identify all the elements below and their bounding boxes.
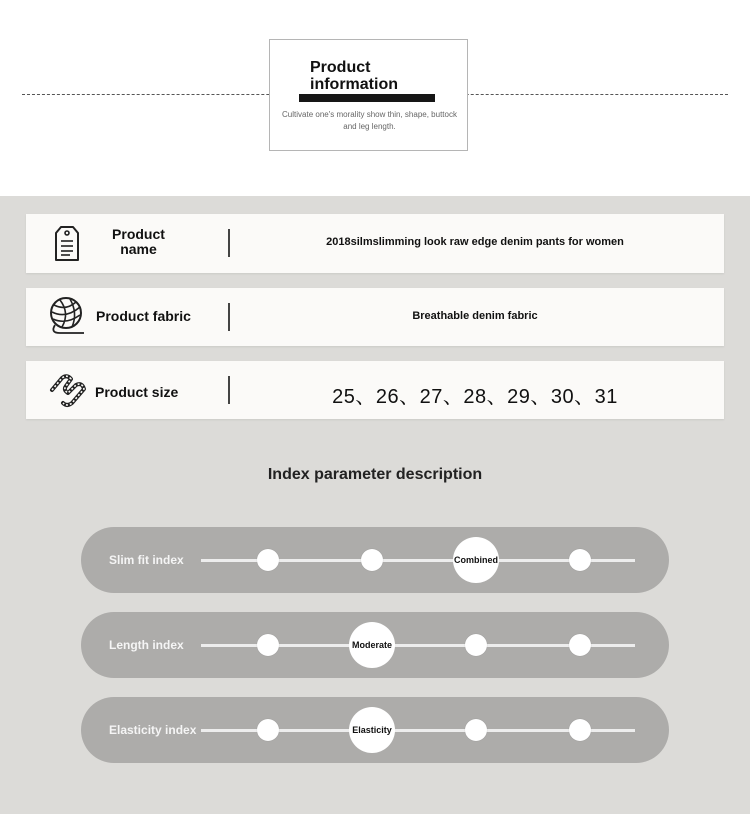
scale-selected-marker: Moderate [349,622,395,668]
row-separator [228,376,230,404]
slim-fit-index-label: Slim fit index [109,553,184,567]
scale-step-1 [257,549,279,571]
yarn-ball-icon [46,295,88,337]
scale-step-3 [465,719,487,741]
page-title: Product information [310,59,398,93]
scale-selected-marker: Elasticity [349,707,395,753]
product-size-value: 25、26、27、28、29、30、31 [332,386,618,408]
scale-step-4 [569,549,591,571]
page-subtitle: Cultivate one's morality show thin, shape, buttock and leg length. [282,110,457,131]
index-section-title: Index parameter description [267,466,483,483]
elasticity-index-label: Elasticity index [109,723,197,737]
elasticity-index-scale [81,697,669,763]
product-fabric-label: Product fabric [96,308,191,324]
slim-fit-index-scale [81,527,669,593]
product-size-label: Product size [95,384,179,400]
product-name-value: 2018silmslimming look raw edge denim pants for women [326,236,624,248]
scale-selected-marker: Combined [453,537,499,583]
product-fabric-card [26,288,724,346]
header-section [0,0,750,196]
product-size-card [26,361,724,419]
row-separator [228,229,230,257]
scale-step-2 [361,549,383,571]
product-name-label: Product name [112,226,165,257]
scale-step-4 [569,634,591,656]
scale-step-3 [465,634,487,656]
price-tag-icon [46,222,88,264]
product-fabric-value: Breathable denim fabric [412,310,538,322]
product-name-card [26,214,724,273]
length-index-scale [81,612,669,678]
scale-step-1 [257,634,279,656]
scale-step-4 [569,719,591,741]
product-info-title-box [269,39,468,151]
title-underline-bar [299,94,435,102]
length-index-label: Length index [109,638,184,652]
row-separator [228,303,230,331]
measuring-tape-icon [46,370,88,412]
scale-step-1 [257,719,279,741]
